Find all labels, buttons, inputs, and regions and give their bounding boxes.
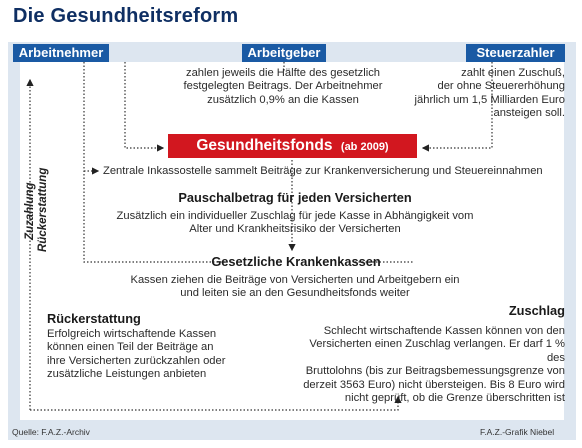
fund-banner <box>168 134 417 158</box>
taxpayer-text-line: der ohne Steuererhöhung <box>437 80 565 93</box>
refund-heading: Rückerstattung <box>47 311 141 326</box>
employer-text <box>148 67 418 107</box>
surcharge-text <box>290 325 565 405</box>
tag-arbeitnehmer: Arbeitnehmer <box>13 44 109 62</box>
tag-steuerzahler: Steuerzahler <box>466 44 565 62</box>
insurers-text-line: Kassen ziehen die Beiträge von Versicherten und Arbeitgebern ein <box>130 274 460 286</box>
refund-text-line: Erfolgreich wirtschaftende Kassen <box>47 328 217 340</box>
refund-text <box>47 328 267 382</box>
employer-text-line: festgelegten Beitrags. Der Arbeitnehmer <box>183 80 383 93</box>
insurers-heading: Gesetzliche Krankenkassen <box>211 254 381 269</box>
insurers-text <box>120 274 470 301</box>
refund-text-line: ihre Versicherten zurückzahlen oder <box>47 354 226 367</box>
surcharge-text-line: Bruttolohns (bis zur Beitragsbemessungsgrenze von <box>305 365 565 378</box>
insurers-text-line: und leiten sie an den Gesundheitsfonds weiter <box>180 287 410 300</box>
surcharge-text-line: nicht geprüft, ob die Grenze überschritten ist <box>344 392 565 405</box>
side-label-refund: Rückerstattung <box>37 167 49 252</box>
surcharge-text-line: Schlecht wirtschaftende Kassen können von den <box>323 325 565 337</box>
fund-note: (ab 2009) <box>340 141 389 153</box>
employer-text-line: zusätzlich 0,9% an die Kassen <box>207 93 359 106</box>
fund-name: Gesundheitsfonds <box>196 137 333 154</box>
tag-arbeitgeber: Arbeitgeber <box>242 44 326 62</box>
flat-rate-heading: Pauschalbetrag für jeden Versicherten <box>178 190 412 205</box>
flat-rate-text-line: Zusätzlich ein individueller Zuschlag für jede Kasse in Abhängigkeit vom <box>116 210 474 222</box>
source-left: Quelle: F.A.Z.-Archiv <box>12 427 90 437</box>
taxpayer-text-line: zahlt einen Zuschuß, <box>461 67 565 79</box>
taxpayer-text-line: jährlich um 1,5 Milliarden Euro <box>414 93 565 106</box>
employer-text-line: zahlen jeweils die Hälfte des gesetzlich <box>185 67 381 79</box>
source-right: F.A.Z.-Grafik Niebel <box>480 427 555 437</box>
surcharge-heading: Zuschlag <box>508 303 565 318</box>
fund-description: Zentrale Inkassostelle sammelt Beiträge zur Krankenversicherung und Steuereinnahmen <box>103 165 543 177</box>
side-label-payment: Zuzahlung <box>24 182 36 240</box>
refund-text-line: können einen Teil der Beiträge an <box>47 341 214 354</box>
taxpayer-text-line: ansteigen soll. <box>493 107 565 120</box>
flat-rate-text <box>90 210 500 237</box>
surcharge-text-line: derzeit 3563 Euro) nicht übersteigen. Bis 8 Euro wird <box>303 378 565 391</box>
taxpayer-text <box>380 67 565 121</box>
surcharge-text-line: Versicherten einen Zuschlag verlangen. Er darf 1 % des <box>309 338 565 364</box>
page-title: Die Gesundheitsreform <box>13 5 239 27</box>
flat-rate-text-line: Alter und Krankheitsrisiko der Versicherten <box>189 223 401 236</box>
refund-text-line: zusätzliche Leistungen anbieten <box>47 368 207 381</box>
